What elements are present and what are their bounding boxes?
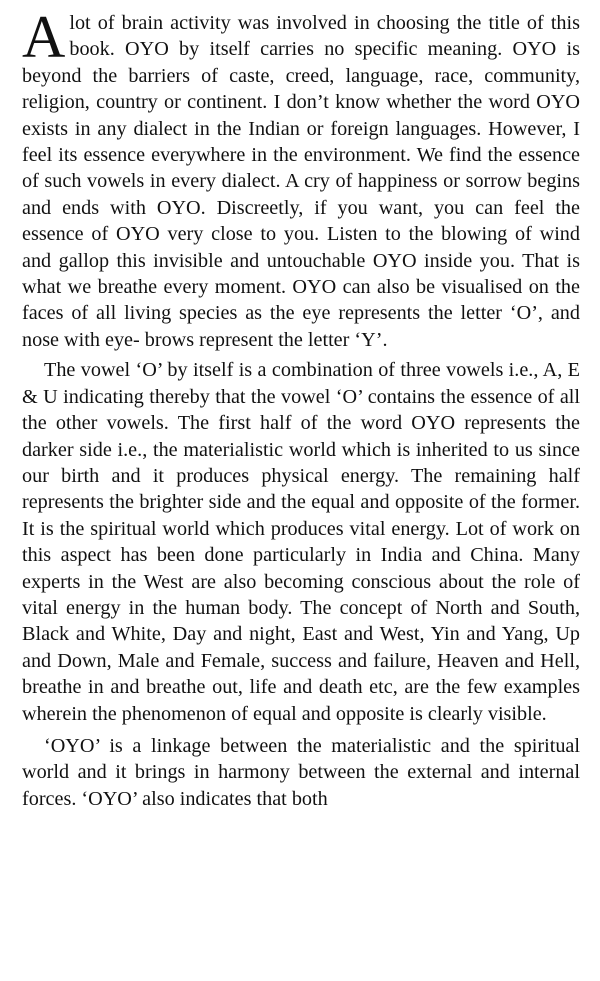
paragraph-3: ‘OYO’ is a linkage between the materialistic and the spiritual world and it brings in harmony between the external and internal forces. ‘OYO’ also indicates that both [22, 734, 580, 810]
paragraph-1-text: lot of brain activity was involved in choosing the title of this book. OYO by itself carries no specific meaning. OYO is beyond the barriers of caste, creed, language, race, community, religion, country or continent. I don’t know whether the word OYO exists in any dialect in the Indian or foreign languages. However, I feel its essence everywhere in the environment. We find the essence of such vowels in every dialect. A cry of happiness or sorrow begins and ends with OYO. Discreetly, if you want, you can feel the essence of OYO very close to you. Listen to the blowing of wind and gallop this invisible and untouchable OYO inside you. That is what we breathe every moment. OYO can also be visualised on the faces of all living species as the eye represents the letter ‘O’, and nose with eye- brows represent the letter ‘Y’. [22, 12, 580, 351]
paragraph-1 [22, 4, 580, 353]
paragraph-2: The vowel ‘O’ by itself is a combination of three vowels i.e., A, E & U indicating thereby that the vowel ‘O’ contains the essence of all the other vowels. The first half of the word OYO represents the darker side i.e., the materialistic world which is inherited to us since our birth and it produces physical energy. The remaining half represents the brighter side and the equal and opposite of the former. It is the spiritual world which produces vital energy. Lot of work on this aspect has been done particularly in India and China. Many experts in the West are also becoming conscious about the role of vital energy in the human body. The concept of North and South, Black and White, Day and night, East and West, Yin and Yang, Up and Down, Male and Female, success and failure, Heaven and Hell, breathe in and breathe out, life and death etc, are the few examples wherein the phenomenon of equal and opposite is clearly visible. [22, 359, 580, 725]
document-page [22, 4, 580, 812]
drop-cap: A [22, 4, 66, 70]
